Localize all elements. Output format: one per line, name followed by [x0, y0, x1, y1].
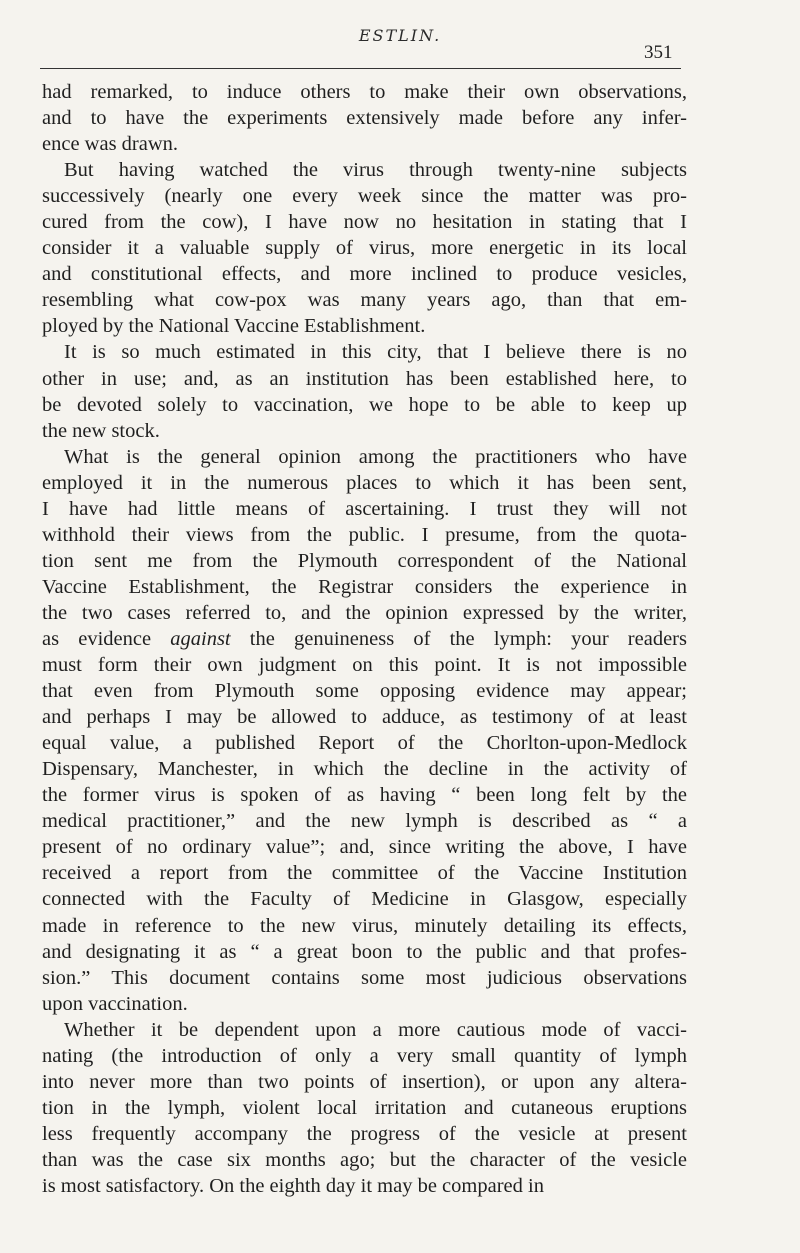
text-line: I have had little means of ascertaining. I trust they will not — [42, 497, 687, 520]
text-line: employed it in the numerous places to which it has been sent, — [42, 471, 687, 494]
text-line: Vaccine Establishment, the Registrar considers the experience in — [42, 575, 687, 598]
text-line: the new stock. — [42, 419, 160, 442]
text-line: upon vaccination. — [42, 992, 188, 1015]
text-line: equal value, a published Report of the Chorlton-upon-Medlock — [42, 732, 687, 755]
paragraph — [42, 79, 687, 157]
paragraph — [42, 444, 687, 1017]
body-text — [42, 79, 687, 1199]
text-line: be devoted solely to vaccination, we hope to be able to keep up — [42, 393, 687, 416]
text-line: and perhaps I may be allowed to adduce, as testimony of at least — [42, 706, 687, 729]
text-line: as evidence against the genuineness of the lymph: your readers — [42, 627, 687, 650]
text-line: withhold their views from the public. I presume, from the quota- — [42, 523, 687, 546]
text-line: What is the general opinion among the practitioners who have — [64, 445, 687, 468]
text-line: cured from the cow), I have now no hesitation in stating that I — [42, 211, 687, 234]
text-line: than was the case six months ago; but the character of the vesicle — [42, 1148, 687, 1171]
text-line: It is so much estimated in this city, that I believe there is no — [64, 341, 687, 364]
text-line: But having watched the virus through twenty-nine subjects — [64, 159, 687, 182]
text-line: the former virus is spoken of as having “ been long felt by the — [42, 784, 687, 807]
text-line: sion.” This document contains some most judicious observations — [42, 966, 687, 989]
text-line: less frequently accompany the progress of the vesicle at present — [42, 1122, 687, 1145]
text-line: made in reference to the new virus, minutely detailing its effects, — [42, 914, 687, 937]
text-line: and to have the experiments extensively made before any infer- — [42, 107, 687, 130]
text-line: tion in the lymph, violent local irritation and cutaneous eruptions — [42, 1096, 687, 1119]
text-line: had remarked, to induce others to make their own observations, — [42, 81, 687, 103]
text-line: other in use; and, as an institution has been established here, to — [42, 367, 687, 390]
text-line: must form their own judgment on this point. It is not impossible — [42, 654, 687, 677]
text-line: connected with the Faculty of Medicine in Glasgow, especially — [42, 888, 687, 911]
text-line: that even from Plymouth some opposing evidence may appear; — [42, 680, 687, 703]
running-head: ESTLIN. — [358, 26, 442, 45]
text-line: and constitutional effects, and more inclined to produce vesicles, — [42, 263, 687, 286]
paragraph — [42, 1017, 687, 1199]
text-line: ployed by the National Vaccine Establishment. — [42, 315, 426, 338]
text-line: and designating it as “ a great boon to the public and that profes- — [42, 940, 687, 963]
text-line: resembling what cow-pox was many years ago, than that em- — [42, 289, 687, 312]
text-line: is most satisfactory. On the eighth day it may be compared in — [42, 1174, 544, 1197]
text-line: into never more than two points of insertion), or upon any altera- — [42, 1070, 687, 1093]
page-number: 351 — [644, 42, 673, 63]
header-rule — [40, 68, 681, 69]
text-line: present of no ordinary value”; and, since writing the above, I have — [42, 836, 687, 859]
text-line: the two cases referred to, and the opinion expressed by the writer, — [42, 601, 687, 624]
text-line: ence was drawn. — [42, 133, 179, 156]
text-line: received a report from the committee of the Vaccine Institution — [42, 862, 687, 885]
text-line: nating (the introduction of only a very small quantity of lymph — [42, 1044, 687, 1067]
emphasis: against — [170, 627, 231, 650]
paragraph — [42, 157, 687, 339]
paragraph — [42, 339, 687, 443]
text-line: successively (nearly one every week since the matter was pro- — [42, 185, 687, 208]
text-line: Whether it be dependent upon a more cautious mode of vacci- — [64, 1018, 687, 1041]
text-line: consider it a valuable supply of virus, more energetic in its local — [42, 237, 687, 260]
text-line: Dispensary, Manchester, in which the decline in the activity of — [42, 758, 687, 781]
text-line: medical practitioner,” and the new lymph is described as “ a — [42, 810, 687, 833]
text-line: tion sent me from the Plymouth correspondent of the National — [42, 549, 687, 572]
